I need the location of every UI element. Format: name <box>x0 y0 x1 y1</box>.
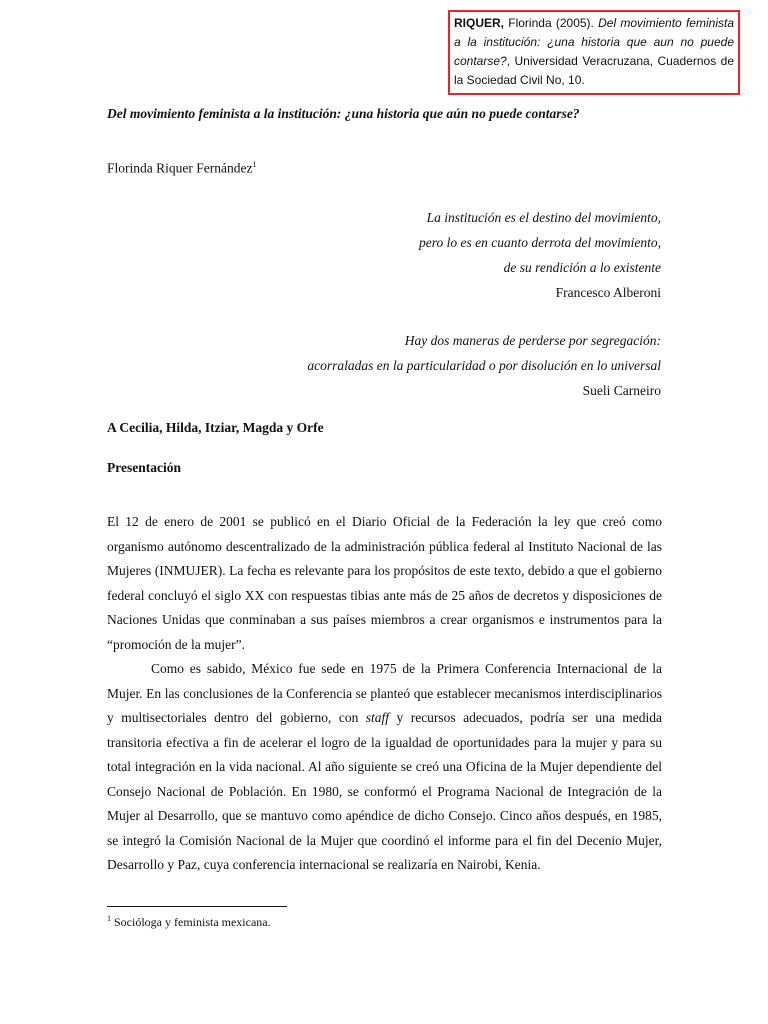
citation-author-surname: RIQUER, <box>454 16 505 30</box>
citation-title: Del movimiento feminista a la institución: ¿una historia que aun no puede contarse? <box>454 16 734 68</box>
citation-author-rest: Florinda (2005). <box>504 16 599 30</box>
paragraph-2-part: Como es sabido, México fue sede en 1975 de la Primera Conferencia Internacional de la Mujer. En las conclusiones de la Conferencia se planteó que establecer mecanismos interdisciplinarios y multisectoriales dentro del gobierno, con <box>107 661 662 725</box>
epigraph-alberoni <box>161 205 661 305</box>
epigraph-line: Hay dos maneras de perderse por segregación: <box>404 333 661 348</box>
paragraph-2 <box>107 657 662 878</box>
epigraph-line: La institución es el destino del movimiento, <box>426 210 661 225</box>
epigraph-line: pero lo es en cuanto derrota del movimiento, <box>419 235 661 250</box>
footnote-mark: 1 <box>107 914 111 923</box>
epigraph-attribution: Francesco Alberoni <box>555 285 661 300</box>
body-text <box>107 510 662 878</box>
dedication: A Cecilia, Hilda, Itziar, Magda y Orfe <box>107 420 324 435</box>
epigraph-attribution: Sueli Carneiro <box>582 383 661 398</box>
citation-publisher: , Universidad Veracruzana, Cuadernos de la Sociedad Civil No, 10. <box>454 54 734 87</box>
author-name: Florinda Riquer Fernández <box>107 160 253 176</box>
paragraph-2-emphasis: staff <box>365 710 390 725</box>
footnote <box>107 914 271 930</box>
section-heading: Presentación <box>107 460 181 475</box>
author-footnote-mark[interactable]: 1 <box>252 160 257 169</box>
document-title: Del movimiento feminista a la institución: ¿una historia que aún no puede contarse? <box>107 106 580 121</box>
citation-box <box>448 10 740 95</box>
epigraph-line: acorraladas en la particularidad o por disolución en lo universal <box>307 358 661 373</box>
footnote-text: Socióloga y feminista mexicana. <box>111 915 271 929</box>
author-line <box>107 160 256 177</box>
footnote-divider <box>107 906 287 907</box>
paragraph-1: El 12 de enero de 2001 se publicó en el Diario Oficial de la Federación la ley que creó como organismo autónomo descentralizado de la administración pública federal al Instituto Nacional de las Mujeres (INMUJER). La fecha es relevante para los propósitos de este texto, debido a que el gobierno federal concluyó el siglo XX con respuestas tibias ante más de 25 años de decretos y disposiciones de Naciones Unidas que conminaban a sus países miembros a crear organismos e instrumentos para la “promoción de la mujer”. <box>107 514 662 652</box>
paragraph-2-part: y recursos adecuados, podría ser una medida transitoria efectiva a fin de acelerar el logro de la igualdad de oportunidades para la mujer y para su total integración en la vida nacional. Al año siguiente se creó una Oficina de la Mujer dependiente del Consejo Nacional de Población. En 1980, se conformó el Programa Nacional de Integración de la Mujer al Desarrollo, que se mantuvo como apéndice de dicho Consejo. Cinco años después, en 1985, se integró la Comisión Nacional de la Mujer que coordinó el informe para el fin del Decenio Mujer, Desarrollo y Paz, cuya conferencia internacional se realizaría en Nairobi, Kenia. <box>107 710 662 872</box>
epigraph-line: de su rendición a lo existente <box>503 260 661 275</box>
epigraph-carneiro <box>161 328 661 403</box>
